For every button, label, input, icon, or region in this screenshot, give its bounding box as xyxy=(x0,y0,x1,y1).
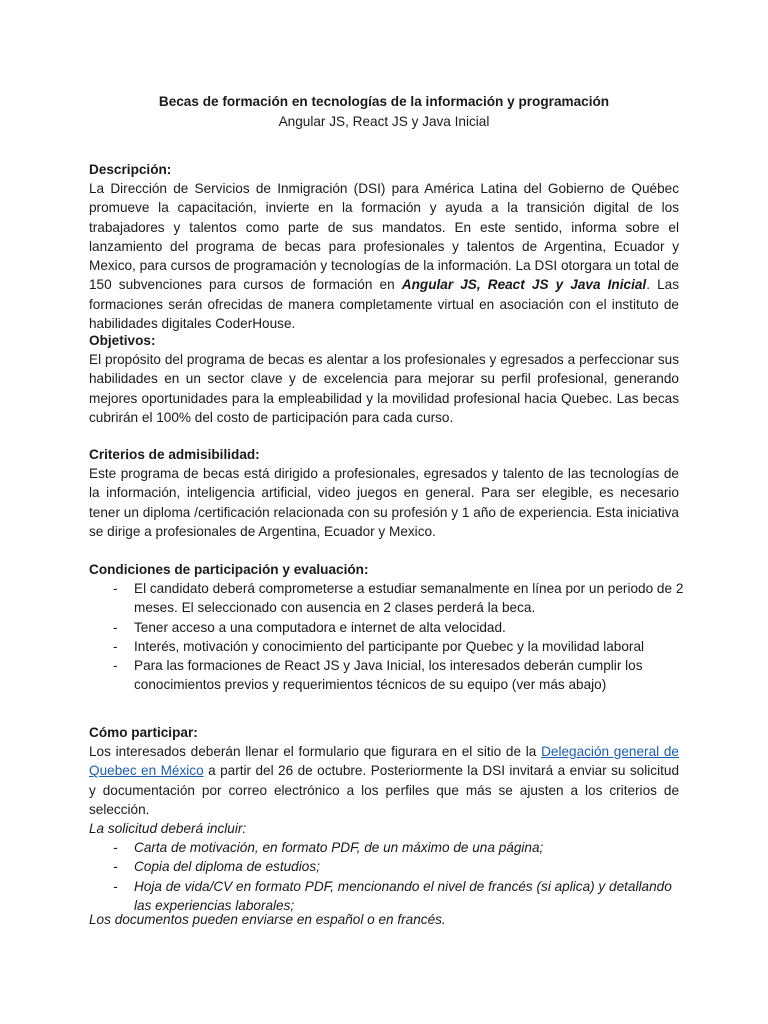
descripcion-emphasis: Angular JS, React JS y Java Inicial xyxy=(401,277,647,293)
list-item-text: Carta de motivación, en formato PDF, de un máximo de una página; xyxy=(134,840,544,855)
bullet-dash: - xyxy=(113,619,118,635)
document-title: Becas de formación en tecnologías de la información y programación xyxy=(158,94,610,109)
bullet-dash: - xyxy=(113,581,118,596)
solicitud-list xyxy=(89,838,689,915)
bullet-dash: - xyxy=(113,859,118,875)
list-item xyxy=(89,618,689,637)
section-text-criterios: Este programa de becas está dirigido a profesionales, egresados y talento de las tecnologías de la información, inteligencia artificial, video juegos en general. Para ser elegible, es necesario tener un diploma /certificación relacionada con su profesión y 1 año de experiencia. Esta iniciativa se dirige a profesionales de Argentina, Ecuador y Mexico. xyxy=(89,466,679,539)
section-heading-criterios: Criterios de admisibilidad: xyxy=(89,447,260,462)
list-item-text: Copia del diploma de estudios; xyxy=(134,859,320,875)
list-item xyxy=(89,838,689,857)
bullet-dash: - xyxy=(113,878,118,894)
list-item-text: Interés, motivación y conocimiento del participante por Quebec y la movilidad laboral xyxy=(134,638,645,654)
document-subtitle: Angular JS, React JS y Java Inicial xyxy=(278,114,490,129)
list-item xyxy=(89,857,689,876)
como-participar-text-before: Los interesados deberán llenar el formulario que figurara en el sitio de la xyxy=(89,744,542,759)
list-item xyxy=(89,656,689,695)
condiciones-list xyxy=(89,579,689,695)
bullet-dash: - xyxy=(113,638,118,654)
solicitud-intro: La solicitud deberá incluir: xyxy=(89,821,247,836)
list-item-text: Tener acceso a una computadora e internet de alta velocidad. xyxy=(134,619,506,635)
section-text-objetivos: El propósito del programa de becas es alentar a los profesionales y egresados a perfeccionar sus habilidades en un sector clave y de excelencia para mejorar su perfil profesional, generando mejores oportunidades para la empleabilidad y la movilidad profesional hacia Quebec. Las becas cubrirán el 100% del costo de participación para cada curso. xyxy=(89,352,679,425)
section-heading-objetivos: Objetivos: xyxy=(89,333,156,348)
descripcion-text-after: . Las formaciones serán ofrecidas de manera completamente virtual en asociación con el instituto de habilidades digitales CoderHouse. xyxy=(89,277,679,332)
list-item-text: El candidato deberá comprometerse a estudiar semanalmente en línea por un periodo de 2 meses. El seleccionado con ausencia en 2 clases perderá la beca. xyxy=(134,581,684,616)
como-participar-text-after: a partir del 26 de octubre. Posteriormente la DSI invitará a enviar su solicitud y documentación por correo electrónico a los perfiles que más se ajusten a los criterios de selección. xyxy=(89,763,679,817)
section-text-descripcion xyxy=(89,179,679,333)
section-text-como-participar xyxy=(89,742,679,819)
bullet-dash: - xyxy=(113,840,118,855)
bullet-dash: - xyxy=(113,658,118,674)
delegacion-quebec-link[interactable]: Delegación general de Quebec en México xyxy=(89,744,679,779)
descripcion-text-before: La Dirección de Servicios de Inmigración (DSI) para América Latina del Gobierno de Québec promueve la capacitación, invierte en la formación y ayuda a la transición digital de los trabajadores y talentos como parte de sus mandatos. En este sentido, informa sobre el lanzamiento del programa de becas para profesionales y talentos de Argentina, Ecuador y Mexico, para cursos de programación y tecnologías de la información. La DSI otorgara un total de 150 subvenciones para cursos de formación en xyxy=(89,181,679,293)
solicitud-footer: Los documentos pueden enviarse en español o en francés. xyxy=(89,912,446,927)
section-heading-condiciones: Condiciones de participación y evaluación: xyxy=(89,562,369,577)
section-heading-descripcion: Descripción: xyxy=(89,162,172,177)
list-item-text: Para las formaciones de React JS y Java Inicial, los interesados deberán cumplir los conocimientos previos y requerimientos técnicos de su equipo (ver más abajo) xyxy=(134,658,643,693)
section-heading-como-participar: Cómo participar: xyxy=(89,725,198,740)
list-item xyxy=(89,637,689,656)
list-item xyxy=(89,579,689,618)
list-item-text: Hoja de vida/CV en formato PDF, mencionando el nivel de francés (si aplica) y detallando las experiencias laborales; xyxy=(134,878,672,913)
